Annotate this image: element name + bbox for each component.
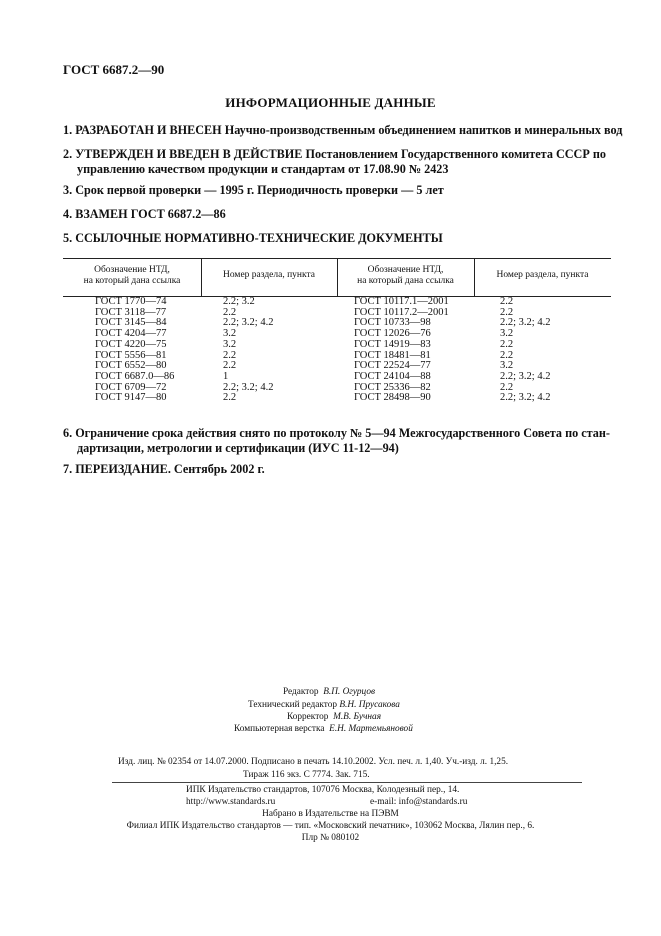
credit-proofreader: Корректор М.В. Бучная [287,712,382,722]
column-header-ntd: Обозначение НТД, на который дана ссылка [83,265,181,286]
table-cell-section: 2.2 [223,392,237,404]
item-number: 4. [63,207,73,221]
table-cell-section: 2.2 [223,360,237,372]
item-number: 1. [63,123,73,137]
table-cell-doc: ГОСТ 18481—81 [354,349,431,361]
table-cell-doc: ГОСТ 24104—88 [354,370,431,382]
column-header-section: Номер раздела, пункта [223,270,315,280]
table-cell-section: 2.2 [500,296,514,307]
table-cell-doc: ГОСТ 3145—84 [95,317,167,329]
column-header-section: Номер раздела, пункта [496,270,589,280]
reference-table [63,258,611,414]
table-cell-section: 2.2; 3.2; 4.2 [500,392,551,404]
column-left-docs [95,297,174,404]
table-cell-doc: ГОСТ 22524—77 [354,360,431,372]
item-number: 2. [63,147,73,161]
table-cell-section: 2.2 [500,381,514,393]
item-text: управлению качеством продукции и стандартам от 17.08.90 № 2423 [77,162,449,176]
table-cell-doc: ГОСТ 10117.1—2001 [354,296,449,307]
item-number: 7. [63,462,73,476]
credit-editor: Редактор В.П. Огурцов [283,687,376,697]
column-right-docs [354,297,449,404]
printing-branch: Филиал ИПК Издательство стандартов — тип. «Московский печатник», 103062 Москва, Лялин пер., 6. [126,821,535,831]
publisher-website: http://www.standards.ru [186,797,276,807]
table-cell-section: 2.2; 3.2; 4.2 [223,317,274,329]
table-cell-doc: ГОСТ 5556—81 [95,349,167,361]
license-number: Плр № 080102 [301,833,360,843]
list-item [63,462,623,477]
table-cell-doc: ГОСТ 9147—80 [95,392,167,404]
item-text: дартизации, метрологии и сертификации (ИУС 11-12—94) [77,441,399,455]
divider [112,782,582,783]
table-cell-section: 2.2; 3.2; 4.2 [500,370,551,382]
credit-layout: Компьютерная верстка Е.Н. Мартемьяновой [234,724,413,734]
table-cell-doc: ГОСТ 28498—90 [354,392,431,404]
publisher-email: e-mail: info@standards.ru [370,797,468,807]
table-cell-doc: ГОСТ 3118—77 [95,306,167,318]
list-item [63,123,623,138]
item-text: Срок первой проверки — 1995 г. Периодичность проверки — 5 лет [75,183,444,197]
list-item [63,231,623,246]
item-number: 5. [63,231,73,245]
credit-tech-editor: Технический редактор В.Н. Прусакова [248,700,400,710]
item-text: ВЗАМЕН ГОСТ 6687.2—86 [75,207,226,221]
table-cell-doc: ГОСТ 4220—75 [95,338,167,350]
item-text: РАЗРАБОТАН И ВНЕСЕН Научно-производственным объединением напитков и минеральных вод [75,123,623,137]
imprint-line: Изд. лиц. № 02354 от 14.07.2000. Подписано в печать 14.10.2002. Усл. печ. л. 1,40. Уч.-изд. л. 1,25. [118,757,509,767]
table-cell-section: 2.2 [500,349,514,361]
table-cell-section: 2.2; 3.2; 4.2 [223,381,274,393]
typeset-note: Набрано в Издательстве на ПЭВМ [262,809,399,819]
item-text: УТВЕРЖДЕН И ВВЕДЕН В ДЕЙСТВИЕ Постановлением Государственного комитета СССР по [75,147,606,161]
table-cell-doc: ГОСТ 1770—74 [95,296,167,307]
column-left-sections [223,297,273,404]
table-cell-section: 1 [223,370,229,382]
column-header-ntd: Обозначение НТД, на который дана ссылка [357,265,454,286]
table-cell-doc: ГОСТ 6709—72 [95,381,167,393]
table-cell-doc: ГОСТ 14919—83 [354,338,431,350]
table-cell-doc: ГОСТ 10117.2—2001 [354,306,449,318]
table-cell-section: 3.2 [223,338,237,350]
column-right-sections [500,297,550,404]
table-cell-section: 2.2; 3.2 [223,296,255,307]
list-item [63,147,623,177]
table-cell-doc: ГОСТ 25336—82 [354,381,431,393]
page-title: ИНФОРМАЦИОННЫЕ ДАННЫЕ [225,95,436,110]
table-cell-doc: ГОСТ 4204—77 [95,328,167,340]
list-item [63,183,623,198]
table-cell-section: 2.2 [223,306,237,318]
list-item [63,426,623,456]
document-header: ГОСТ 6687.2—90 [63,62,165,77]
table-cell-doc: ГОСТ 6687.0—86 [95,370,175,382]
item-text: Ограничение срока действия снято по протоколу № 5—94 Межгосударственного Совета по стан- [75,426,610,440]
list-item [63,207,623,222]
table-cell-section: 2.2 [500,338,514,350]
item-text: ССЫЛОЧНЫЕ НОРМАТИВНО-ТЕХНИЧЕСКИЕ ДОКУМЕНТЫ [75,231,443,245]
table-cell-section: 2.2 [223,349,237,361]
table-cell-section: 3.2 [223,328,237,340]
table-cell-section: 2.2; 3.2; 4.2 [500,317,551,329]
item-number: 3. [63,183,73,197]
table-cell-doc: ГОСТ 10733—98 [354,317,431,329]
table-cell-doc: ГОСТ 6552—80 [95,360,167,372]
table-cell-section: 3.2 [500,328,514,340]
item-text: ПЕРЕИЗДАНИЕ. Сентябрь 2002 г. [75,462,265,476]
imprint-line: Тираж 116 экз. С 7774. Зак. 715. [243,770,370,780]
table-cell-section: 3.2 [500,360,514,372]
publisher-address: ИПК Издательство стандартов, 107076 Москва, Колодезный пер., 14. [186,785,460,795]
item-number: 6. [63,426,73,440]
table-cell-section: 2.2 [500,306,514,318]
table-cell-doc: ГОСТ 12026—76 [354,328,431,340]
